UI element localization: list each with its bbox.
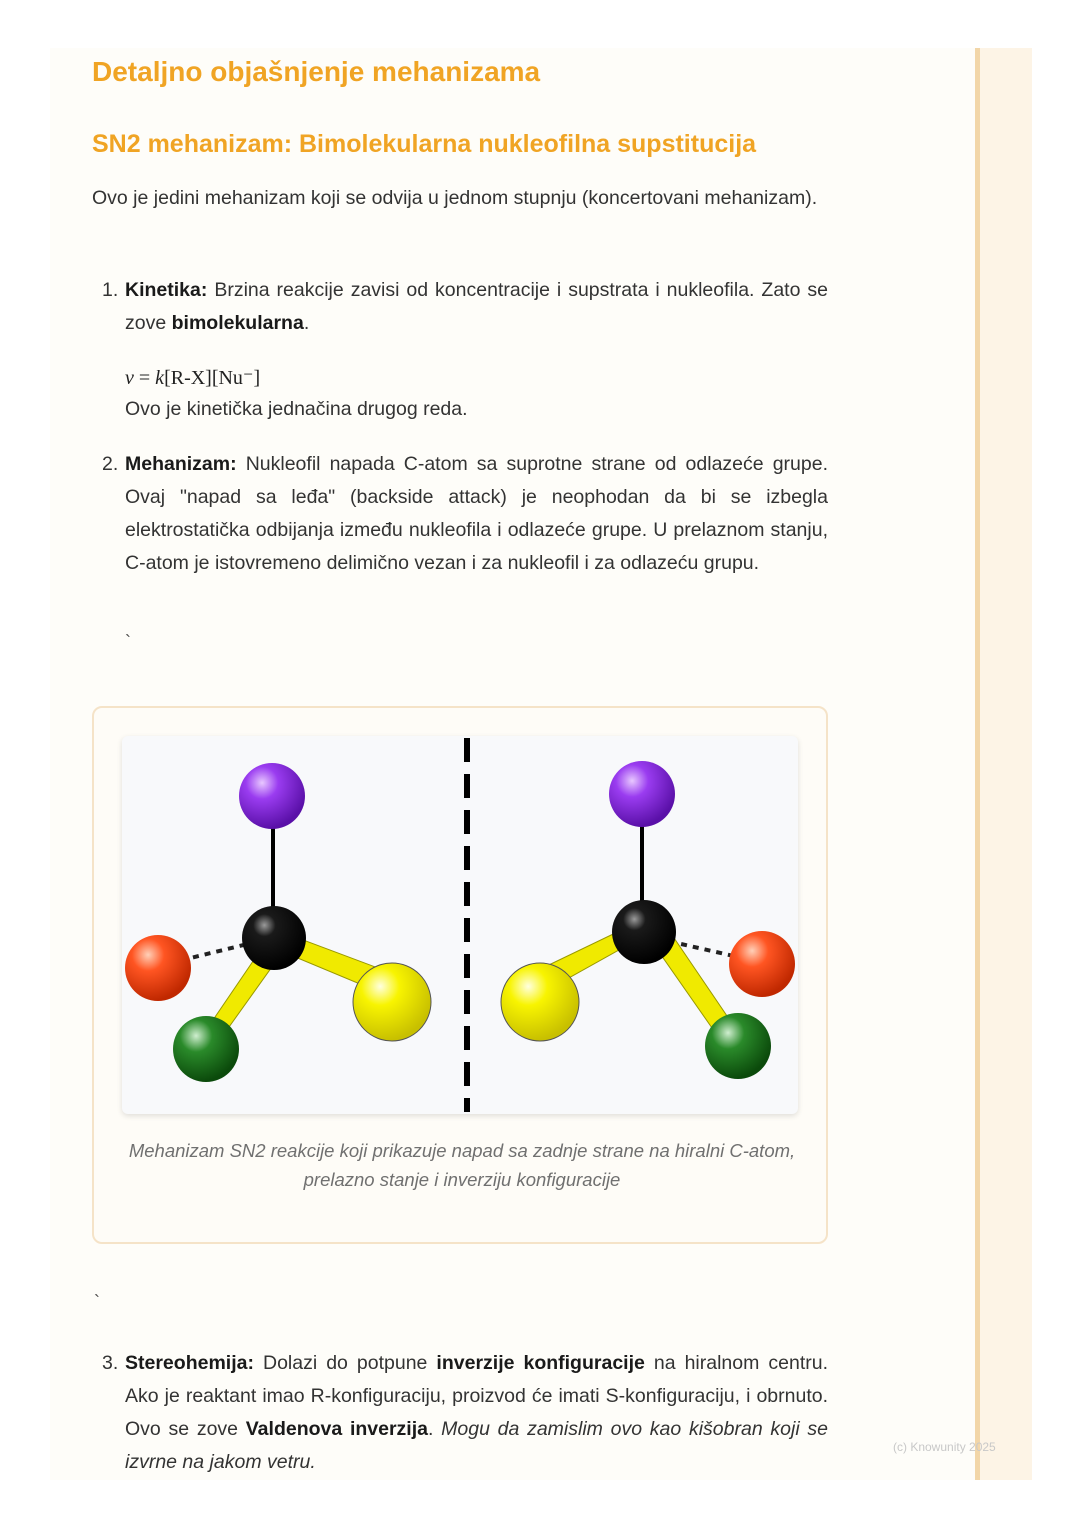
item-label: Kinetika: [125,279,208,301]
item-bold-term: inverzije konfiguracije [436,1352,645,1374]
green-atom [705,1013,771,1079]
sn2-inversion-diagram [122,736,798,1114]
document-page [50,48,975,1480]
red-atom [729,931,795,997]
purple-atom [239,763,305,829]
page-title: Detaljno objašnjenje mehanizama [92,56,541,87]
intro-paragraph: Ovo je jedini mehanizam koji se odvija u jednom stupnju (koncertovani mehanizam). [92,187,818,209]
red-atom [125,935,191,1001]
carbon-atom [242,906,306,970]
list-item-text [125,274,828,340]
item-label: Mehanizam: [125,453,237,475]
formula-k: k [155,367,165,389]
item-italic-note: Mogu da zamislim ovo kao kišobran koji se izvrne na jakom vetru. [125,1418,828,1473]
stray-backtick: ` [94,1292,100,1312]
item-text: Nukleofil napada C-atom sa suprotne strane od odlazeće grupe. Ovaj "napad sa leđa" (backside attack) je neophodan da bi se izbegla elektrostatička odbijanja između nukleofila i odlazeće grupe. U prelaznom stanju, C-atom je istovremeno delimično vezan i za nukleofil i za odlazeću grupu. [125,453,828,574]
item-text-tail: . [303,312,310,334]
figure-card [92,706,828,1244]
formula-eq: = [133,367,156,389]
sn2-molecule-image [122,736,798,1114]
list-number: 2. [102,453,119,475]
item-label: Stereohemija: [125,1352,254,1374]
section-title: SN2 mehanizam: Bimolekularna nukleofilna supstitucija [92,130,757,158]
item-text: . [427,1418,442,1440]
item-text: Dolazi do potpune [253,1352,437,1374]
copyright-watermark: (c) Knowunity 2025 [893,1440,996,1454]
list-number: 1. [102,279,119,301]
product-molecule [501,761,795,1079]
formula-v: v [125,367,134,389]
formula-note: Ovo je kinetička jednačina drugog reda. [125,398,468,420]
green-atom [173,1016,239,1082]
list-item-mehanizam [92,448,828,580]
formula-rest: [R-X][Nu⁻] [164,367,261,389]
yellow-atom [501,963,579,1041]
list-item-kinetika [92,274,828,426]
stray-backtick: ` [125,632,131,652]
rate-equation [125,362,828,395]
list-item-stereohemija [92,1347,828,1479]
item-bold-term: Valdenova inverzija [245,1418,428,1440]
list-item-text [125,448,828,580]
item-text: Brzina reakcije zavisi od koncentracije i supstrata i nukleofila. Zato se zove [125,279,828,334]
item-text: na hiralnom centru. Ako je reaktant imao R-konfiguraciju, proizvod će imati S-konfiguraciju, i obrnuto. Ovo se zove [125,1352,828,1440]
right-margin-panel [975,48,1032,1480]
yellow-atom [353,963,431,1041]
carbon-atom [612,900,676,964]
reactant-molecule [125,763,431,1082]
list-item-text [125,1347,828,1479]
purple-atom [609,761,675,827]
list-number: 3. [102,1352,119,1374]
figure-caption: Mehanizam SN2 reakcije koji prikazuje napad sa zadnje strane na hiralni C-atom, prelazno stanje i inverziju konfiguracije [128,1140,796,1190]
item-bold-term: bimolekularna [171,312,304,334]
